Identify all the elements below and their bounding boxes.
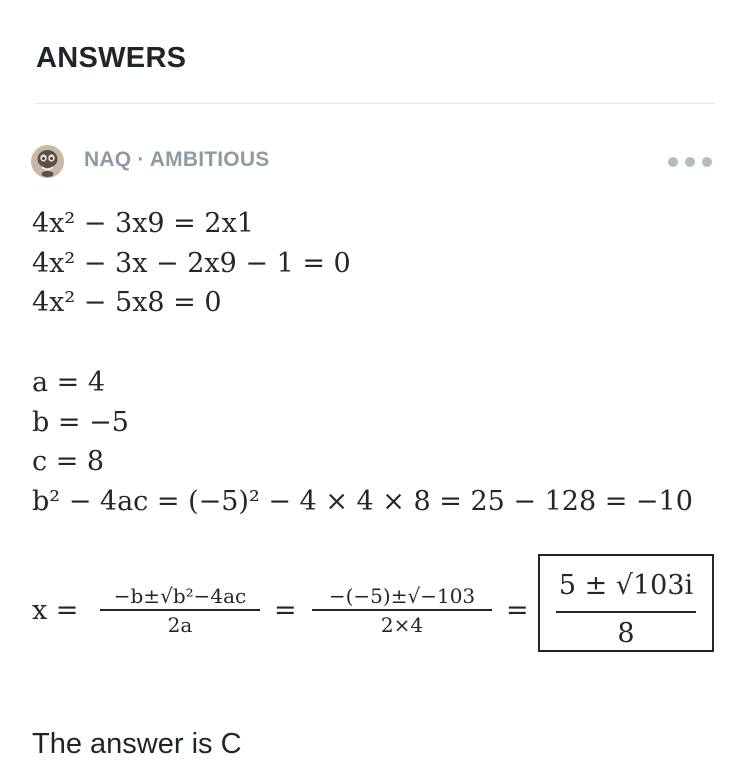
divider — [35, 103, 715, 104]
fraction-numerator: −b±√b²−4ac — [113, 584, 247, 608]
coefficient-c: c = 8 — [32, 446, 105, 477]
fraction-denominator: 2×4 — [380, 613, 424, 637]
equation-line-3: 4x² − 5x8 = 0 — [32, 287, 222, 318]
equals-sign: = — [274, 595, 297, 626]
result-numerator: 5 ± √103i — [558, 570, 694, 601]
more-options-icon[interactable] — [668, 150, 712, 174]
author-line — [84, 148, 269, 172]
equation-line-2: 4x² − 3x − 2x9 − 1 = 0 — [32, 248, 351, 279]
avatar-face-icon[interactable] — [31, 145, 64, 178]
coefficient-a: a = 4 — [32, 367, 106, 398]
final-answer-box — [538, 554, 714, 652]
substituted-fraction — [312, 586, 492, 635]
fraction-denominator: 2a — [167, 613, 193, 637]
more-dot — [685, 157, 695, 167]
result-denominator: 8 — [617, 618, 635, 649]
discriminant-line: b² − 4ac = (−5)² − 4 × 4 × 8 = 25 − 128 = −10 — [32, 486, 693, 517]
equals-sign: = — [506, 595, 529, 626]
author-name[interactable]: NAQ — [84, 148, 132, 171]
fraction-bar — [312, 609, 492, 611]
answers-heading: ANSWERS — [36, 42, 187, 74]
more-dot — [702, 157, 712, 167]
more-dot — [668, 157, 678, 167]
equation-line-1: 4x² − 3x9 = 2x1 — [32, 208, 254, 239]
author-separator: · — [137, 148, 145, 171]
formula-lhs: x = — [32, 595, 79, 626]
author-rank: AMBITIOUS — [149, 148, 270, 171]
fraction-bar — [556, 611, 696, 613]
fraction-bar — [100, 609, 260, 611]
quadratic-formula-fraction — [100, 586, 260, 635]
fraction-numerator: −(−5)±√−103 — [328, 584, 476, 608]
answer-text: The answer is C — [32, 728, 242, 760]
coefficient-b: b = −5 — [32, 407, 129, 438]
